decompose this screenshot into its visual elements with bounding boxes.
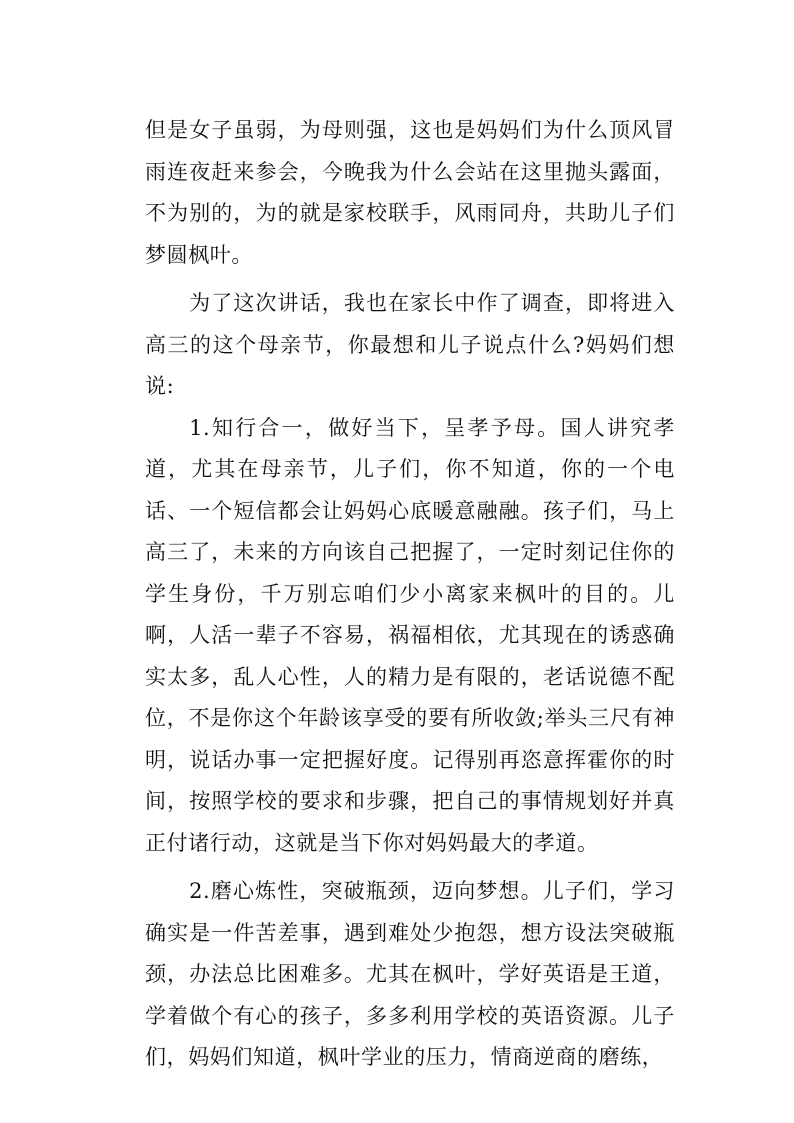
paragraph-2: 为了这次讲话，我也在家长中作了调查，即将进入高三的这个母亲节，你最想和儿子说点什么?妈妈们想说:	[145, 291, 675, 398]
paragraph-1: 但是女子虽弱，为母则强，这也是妈妈们为什么顶风冒雨连夜赶来参会，今晚我为什么会站在这里抛头露面，不为别的，为的就是家校联手，风雨同舟，共助儿子们梦圆枫叶。	[145, 118, 675, 267]
document-body	[145, 110, 675, 1079]
paragraph-4: 2.磨心炼性，突破瓶颈，迈向梦想。儿子们，学习确实是一件苦差事，遇到难处少抱怨，想方设法突破瓶颈，办法总比困难多。尤其在枫叶，学好英语是王道，学着做个有心的孩子，多多利用学校的英语资源。儿子们，妈妈们知道，枫叶学业的压力，情商逆商的磨练，	[145, 879, 675, 1069]
paragraph-3: 1.知行合一，做好当下，呈孝予母。国人讲究孝道，尤其在母亲节，儿子们，你不知道，你的一个电话、一个短信都会让妈妈心底暖意融融。孩子们，马上高三了，未来的方向该自己把握了，一定时刻记住你的学生身份，千万别忘咱们少小离家来枫叶的目的。儿啊，人活一辈子不容易，祸福相依，尤其现在的诱惑确实太多，乱人心性，人的精力是有限的，老话说德不配位，不是你这个年龄该享受的要有所收敛;举头三尺有神明，说话办事一定把握好度。记得别再恣意挥霍你的时间，按照学校的要求和步骤，把自己的事情规划好并真正付诸行动，这就是当下你对妈妈最大的孝道。	[145, 415, 675, 855]
